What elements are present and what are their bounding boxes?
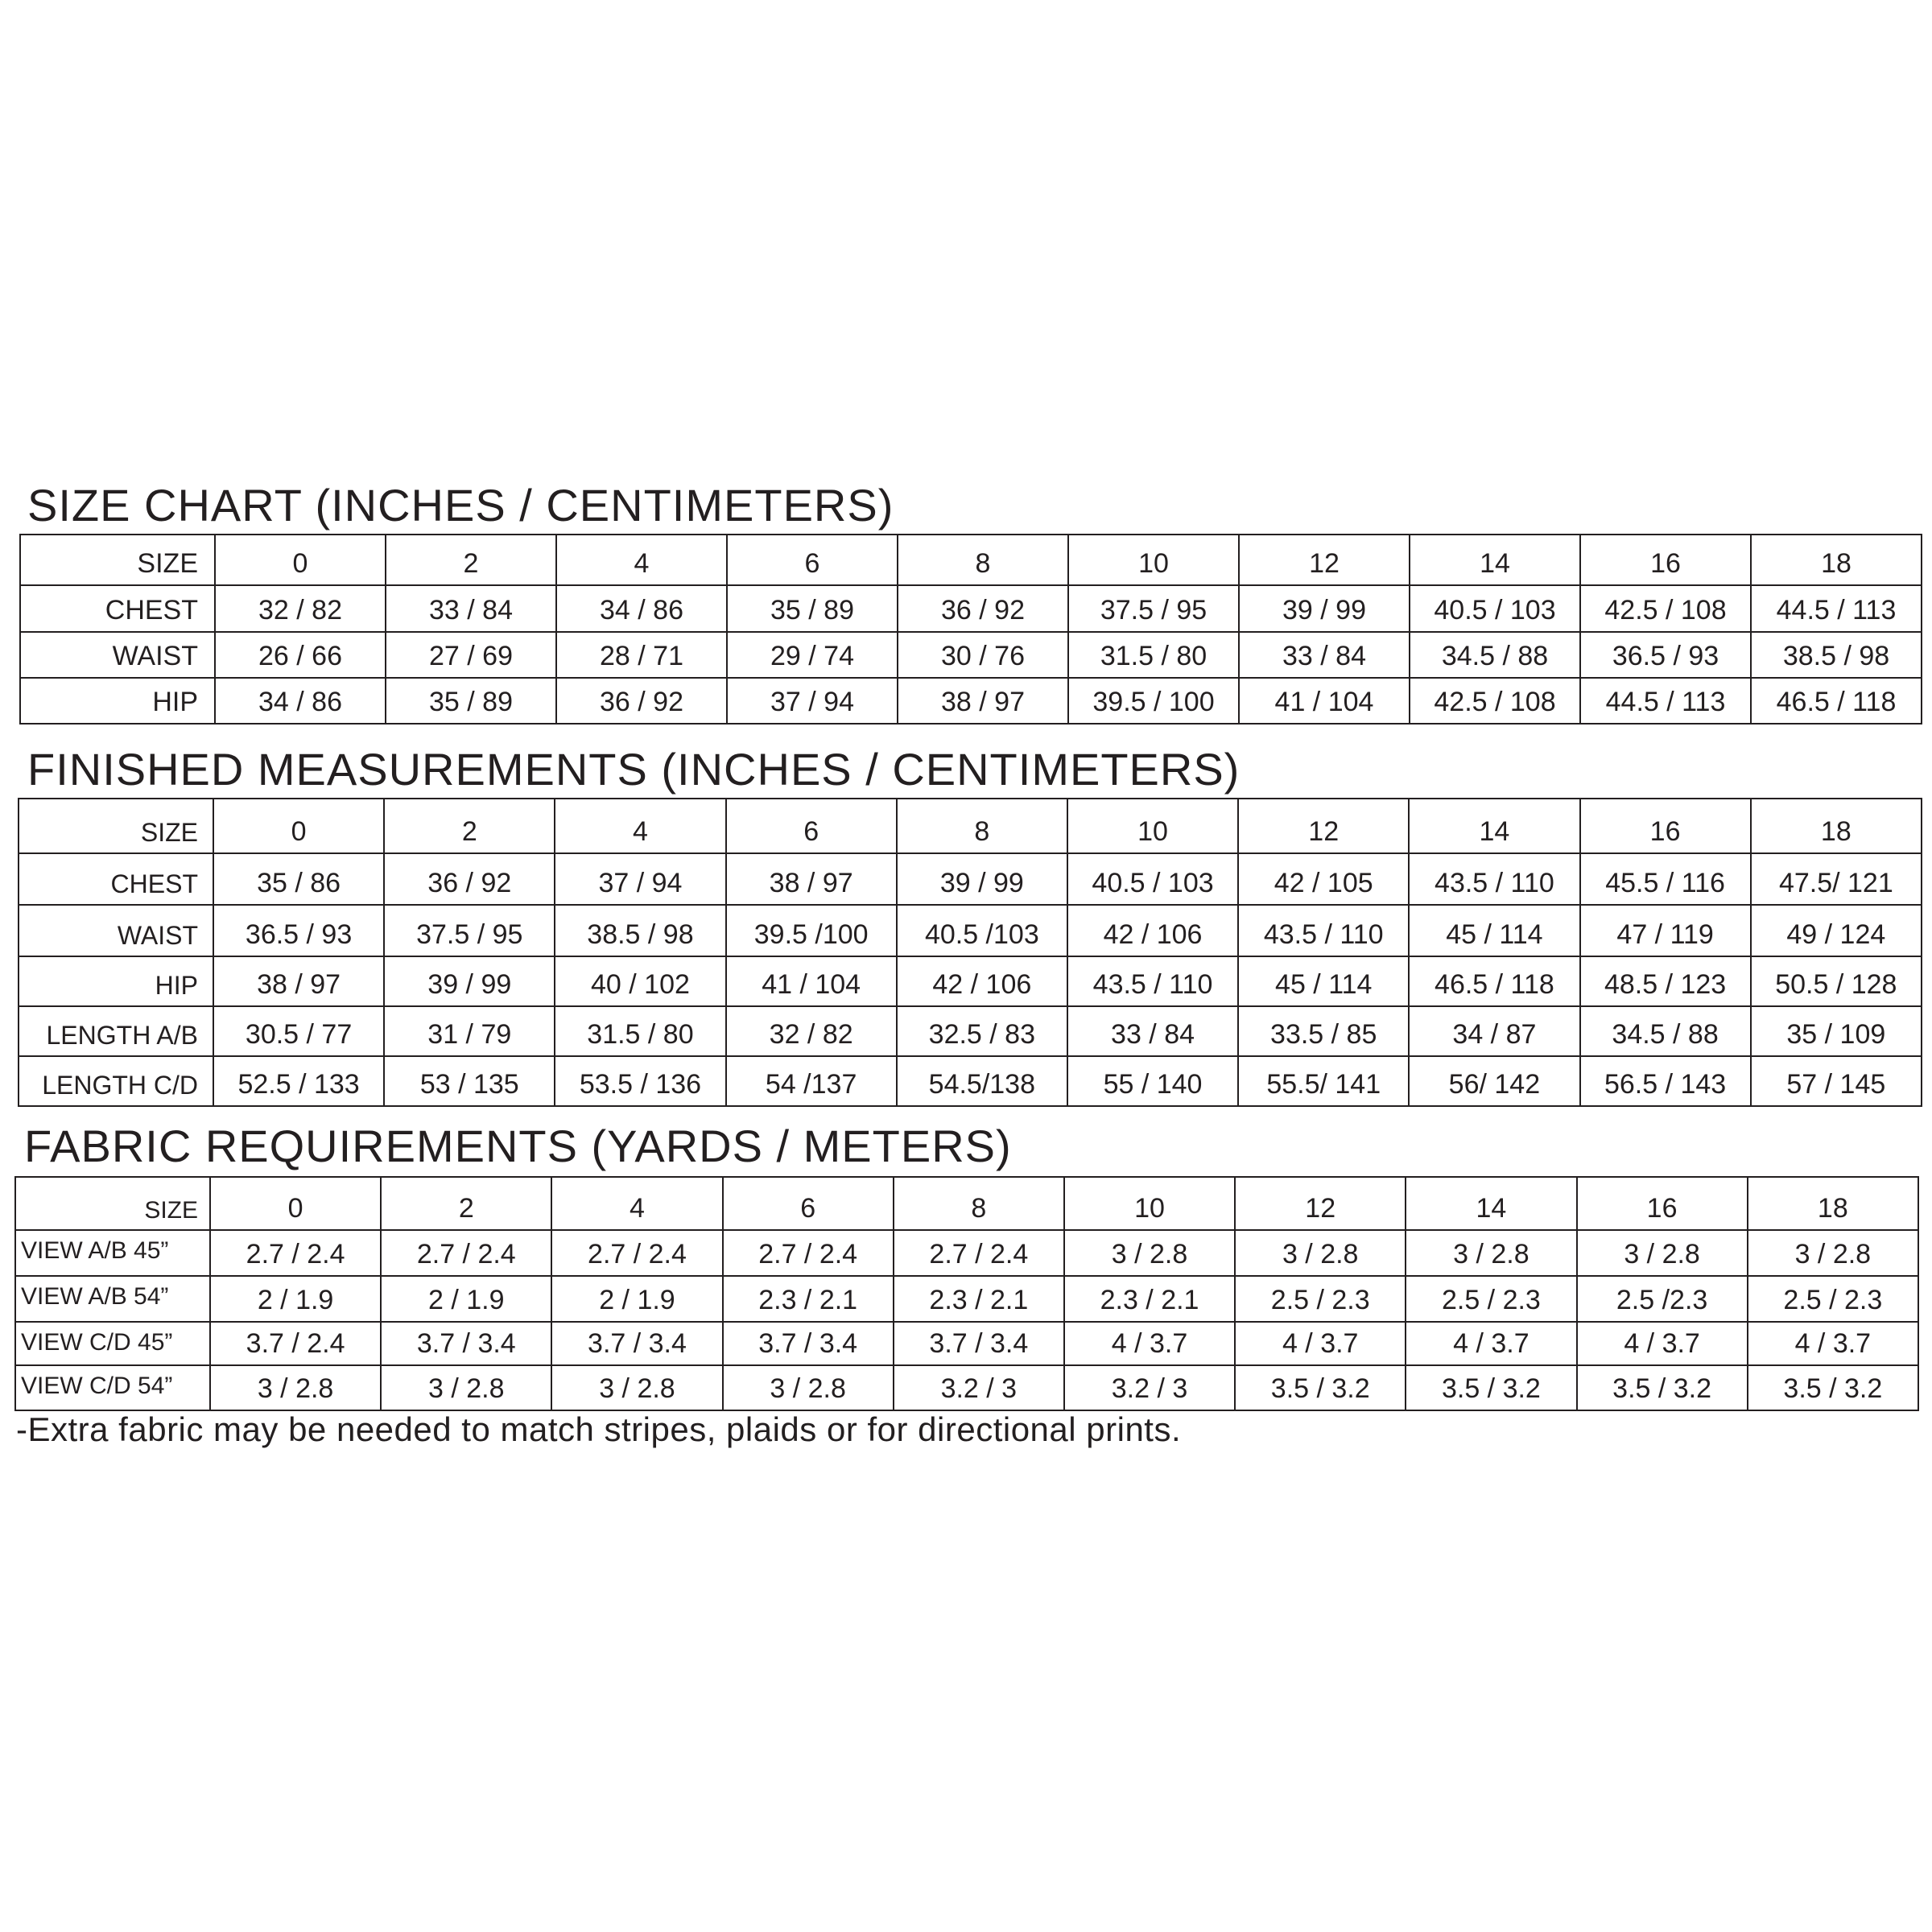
measurement-cell: 33 / 84 [1067,1006,1238,1056]
size-header-cell: 2 [386,535,556,585]
measurement-cell: 2 / 1.9 [381,1276,551,1322]
measurement-cell: 36 / 92 [384,853,555,905]
measurement-cell: 36.5 / 93 [1580,632,1751,678]
measurement-cell: 29 / 74 [727,632,898,678]
measurement-cell: 45.5 / 116 [1580,853,1751,905]
measurement-cell: 35 / 109 [1751,1006,1922,1056]
measurement-cell: 4 / 3.7 [1406,1322,1576,1365]
measurement-cell: 3.2 / 3 [1064,1365,1235,1410]
measurement-cell: 42 / 105 [1238,853,1409,905]
measurement-cell: 55.5/ 141 [1238,1056,1409,1106]
measurement-cell: 36.5 / 93 [213,905,384,956]
size-header-cell: 4 [555,799,725,853]
measurement-cell: 44.5 / 113 [1580,678,1751,724]
measurement-cell: 2.5 /2.3 [1577,1276,1748,1322]
size-header-cell: 2 [384,799,555,853]
measurement-cell: 43.5 / 110 [1067,956,1238,1006]
measurement-cell: 34.5 / 88 [1410,632,1580,678]
row-label: CHEST [20,585,215,632]
row-label: VIEW A/B 54” [15,1276,210,1322]
size-chart-table [19,534,1922,724]
measurement-cell: 3 / 2.8 [210,1365,381,1410]
measurement-cell: 3.7 / 3.4 [381,1322,551,1365]
finished-measurements-title: FINISHED MEASUREMENTS (INCHES / CENTIMETERS) [27,744,1241,795]
measurement-cell: 3 / 2.8 [381,1365,551,1410]
measurement-cell: 39 / 99 [1239,585,1410,632]
table-row [19,1056,1922,1106]
measurement-cell: 39 / 99 [897,853,1067,905]
measurement-cell: 34 / 87 [1409,1006,1579,1056]
measurement-cell: 53.5 / 136 [555,1056,725,1106]
measurement-cell: 3 / 2.8 [1064,1230,1235,1276]
size-header-cell: 10 [1067,799,1238,853]
size-header-cell: 12 [1238,799,1409,853]
size-header-cell: 2 [381,1177,551,1230]
measurement-cell: 2.5 / 2.3 [1748,1276,1918,1322]
measurement-cell: 31.5 / 80 [555,1006,725,1056]
measurement-cell: 35 / 86 [213,853,384,905]
table-row [15,1365,1918,1410]
measurement-cell: 33 / 84 [1239,632,1410,678]
row-label: VIEW C/D 54” [15,1365,210,1410]
measurement-cell: 3.5 / 3.2 [1577,1365,1748,1410]
measurement-cell: 33.5 / 85 [1238,1006,1409,1056]
size-header-cell: 14 [1409,799,1579,853]
measurement-cell: 38.5 / 98 [555,905,725,956]
size-header-cell: 10 [1064,1177,1235,1230]
row-label: WAIST [20,632,215,678]
measurement-cell: 39.5 / 100 [1068,678,1239,724]
measurement-cell: 30.5 / 77 [213,1006,384,1056]
measurement-cell: 2 / 1.9 [551,1276,722,1322]
measurement-cell: 3.7 / 3.4 [723,1322,894,1365]
measurement-cell: 48.5 / 123 [1580,956,1751,1006]
measurement-cell: 4 / 3.7 [1748,1322,1918,1365]
row-label: HIP [19,956,213,1006]
measurement-cell: 41 / 104 [1239,678,1410,724]
table-row [20,585,1922,632]
measurement-cell: 32 / 82 [215,585,386,632]
row-label: LENGTH C/D [19,1056,213,1106]
measurement-cell: 2.3 / 2.1 [723,1276,894,1322]
table-row [19,956,1922,1006]
fabric-requirements-header-row [15,1177,1918,1230]
measurement-cell: 38 / 97 [726,853,897,905]
size-header-cell: 6 [727,535,898,585]
measurement-cell: 3 / 2.8 [1235,1230,1406,1276]
size-header-cell: 10 [1068,535,1239,585]
measurement-cell: 3 / 2.8 [1577,1230,1748,1276]
fabric-requirements-title: FABRIC REQUIREMENTS (YARDS / METERS) [24,1121,1012,1171]
size-chart-title: SIZE CHART (INCHES / CENTIMETERS) [27,480,894,530]
size-header-cell: 0 [215,535,386,585]
table-row [20,678,1922,724]
measurement-cell: 3.5 / 3.2 [1748,1365,1918,1410]
measurement-cell: 4 / 3.7 [1235,1322,1406,1365]
row-label: WAIST [19,905,213,956]
size-header-cell: 8 [897,799,1067,853]
measurement-cell: 28 / 71 [556,632,727,678]
size-header-cell: 4 [556,535,727,585]
measurement-cell: 26 / 66 [215,632,386,678]
measurement-cell: 40.5 /103 [897,905,1067,956]
measurement-cell: 42 / 106 [897,956,1067,1006]
size-header-label: SIZE [19,799,213,853]
table-row [15,1276,1918,1322]
measurement-cell: 52.5 / 133 [213,1056,384,1106]
row-label: HIP [20,678,215,724]
measurement-cell: 54 /137 [726,1056,897,1106]
measurement-cell: 55 / 140 [1067,1056,1238,1106]
measurement-cell: 38.5 / 98 [1751,632,1922,678]
measurement-cell: 3 / 2.8 [723,1365,894,1410]
measurement-cell: 43.5 / 110 [1238,905,1409,956]
measurement-cell: 43.5 / 110 [1409,853,1579,905]
measurement-cell: 37 / 94 [555,853,725,905]
measurement-cell: 2.7 / 2.4 [210,1230,381,1276]
size-header-cell: 4 [551,1177,722,1230]
measurement-cell: 40 / 102 [555,956,725,1006]
size-chart-header-row [20,535,1922,585]
measurement-cell: 34 / 86 [215,678,386,724]
measurement-cell: 38 / 97 [898,678,1068,724]
measurement-cell: 2.3 / 2.1 [1064,1276,1235,1322]
measurement-cell: 36 / 92 [556,678,727,724]
measurement-cell: 56.5 / 143 [1580,1056,1751,1106]
size-header-cell: 12 [1235,1177,1406,1230]
measurement-cell: 38 / 97 [213,956,384,1006]
measurement-cell: 40.5 / 103 [1067,853,1238,905]
measurement-cell: 35 / 89 [386,678,556,724]
size-header-label: SIZE [15,1177,210,1230]
measurement-cell: 2.7 / 2.4 [551,1230,722,1276]
measurement-cell: 44.5 / 113 [1751,585,1922,632]
measurement-cell: 37.5 / 95 [384,905,555,956]
size-header-cell: 14 [1410,535,1580,585]
size-header-label: SIZE [20,535,215,585]
measurement-cell: 42 / 106 [1067,905,1238,956]
measurement-cell: 47.5/ 121 [1751,853,1922,905]
table-row [15,1322,1918,1365]
row-label: VIEW C/D 45” [15,1322,210,1365]
size-header-cell: 8 [898,535,1068,585]
measurement-cell: 3.2 / 3 [894,1365,1064,1410]
measurement-cell: 2.7 / 2.4 [894,1230,1064,1276]
fabric-footnote: -Extra fabric may be needed to match stripes, plaids or for directional prints. [16,1410,1182,1448]
measurement-cell: 53 / 135 [384,1056,555,1106]
measurement-cell: 3.7 / 2.4 [210,1322,381,1365]
measurement-cell: 2.5 / 2.3 [1235,1276,1406,1322]
measurement-cell: 33 / 84 [386,585,556,632]
measurement-cell: 3 / 2.8 [1406,1230,1576,1276]
measurement-cell: 45 / 114 [1409,905,1579,956]
measurement-cell: 54.5/138 [897,1056,1067,1106]
measurement-cell: 45 / 114 [1238,956,1409,1006]
table-row [20,632,1922,678]
size-header-cell: 18 [1751,535,1922,585]
measurement-cell: 40.5 / 103 [1410,585,1580,632]
size-header-cell: 16 [1580,535,1751,585]
measurement-cell: 37 / 94 [727,678,898,724]
measurement-cell: 2.7 / 2.4 [723,1230,894,1276]
measurement-cell: 3 / 2.8 [1748,1230,1918,1276]
measurement-cell: 36 / 92 [898,585,1068,632]
measurement-cell: 2.3 / 2.1 [894,1276,1064,1322]
size-header-cell: 12 [1239,535,1410,585]
measurement-cell: 42.5 / 108 [1410,678,1580,724]
row-label: VIEW A/B 45” [15,1230,210,1276]
table-row [19,905,1922,956]
measurement-cell: 4 / 3.7 [1064,1322,1235,1365]
measurement-cell: 3.7 / 3.4 [551,1322,722,1365]
size-header-cell: 16 [1577,1177,1748,1230]
measurement-cell: 39 / 99 [384,956,555,1006]
measurement-cell: 30 / 76 [898,632,1068,678]
measurement-cell: 47 / 119 [1580,905,1751,956]
measurement-cell: 39.5 /100 [726,905,897,956]
measurement-cell: 3.7 / 3.4 [894,1322,1064,1365]
size-header-cell: 18 [1748,1177,1918,1230]
size-header-cell: 6 [726,799,897,853]
measurement-cell: 3.5 / 3.2 [1235,1365,1406,1410]
measurement-cell: 2.5 / 2.3 [1406,1276,1576,1322]
measurement-cell: 3 / 2.8 [551,1365,722,1410]
fabric-requirements-table [14,1176,1919,1411]
measurement-cell: 46.5 / 118 [1409,956,1579,1006]
finished-measurements-header-row [19,799,1922,853]
finished-measurements-table [18,798,1922,1107]
measurement-cell: 34.5 / 88 [1580,1006,1751,1056]
measurement-cell: 34 / 86 [556,585,727,632]
measurement-cell: 42.5 / 108 [1580,585,1751,632]
row-label: CHEST [19,853,213,905]
measurement-cell: 31 / 79 [384,1006,555,1056]
measurement-cell: 56/ 142 [1409,1056,1579,1106]
size-header-cell: 16 [1580,799,1751,853]
measurement-cell: 49 / 124 [1751,905,1922,956]
row-label: LENGTH A/B [19,1006,213,1056]
size-header-cell: 6 [723,1177,894,1230]
measurement-cell: 2.7 / 2.4 [381,1230,551,1276]
size-header-cell: 18 [1751,799,1922,853]
size-header-cell: 0 [213,799,384,853]
measurement-cell: 57 / 145 [1751,1056,1922,1106]
size-header-cell: 14 [1406,1177,1576,1230]
measurement-cell: 50.5 / 128 [1751,956,1922,1006]
measurement-cell: 32 / 82 [726,1006,897,1056]
measurement-cell: 2 / 1.9 [210,1276,381,1322]
measurement-cell: 41 / 104 [726,956,897,1006]
measurement-cell: 35 / 89 [727,585,898,632]
measurement-cell: 4 / 3.7 [1577,1322,1748,1365]
measurement-cell: 46.5 / 118 [1751,678,1922,724]
measurement-cell: 37.5 / 95 [1068,585,1239,632]
table-row [19,853,1922,905]
measurement-cell: 31.5 / 80 [1068,632,1239,678]
measurement-cell: 3.5 / 3.2 [1406,1365,1576,1410]
measurement-cell: 27 / 69 [386,632,556,678]
table-row [15,1230,1918,1276]
measurement-cell: 32.5 / 83 [897,1006,1067,1056]
size-header-cell: 8 [894,1177,1064,1230]
table-row [19,1006,1922,1056]
size-header-cell: 0 [210,1177,381,1230]
